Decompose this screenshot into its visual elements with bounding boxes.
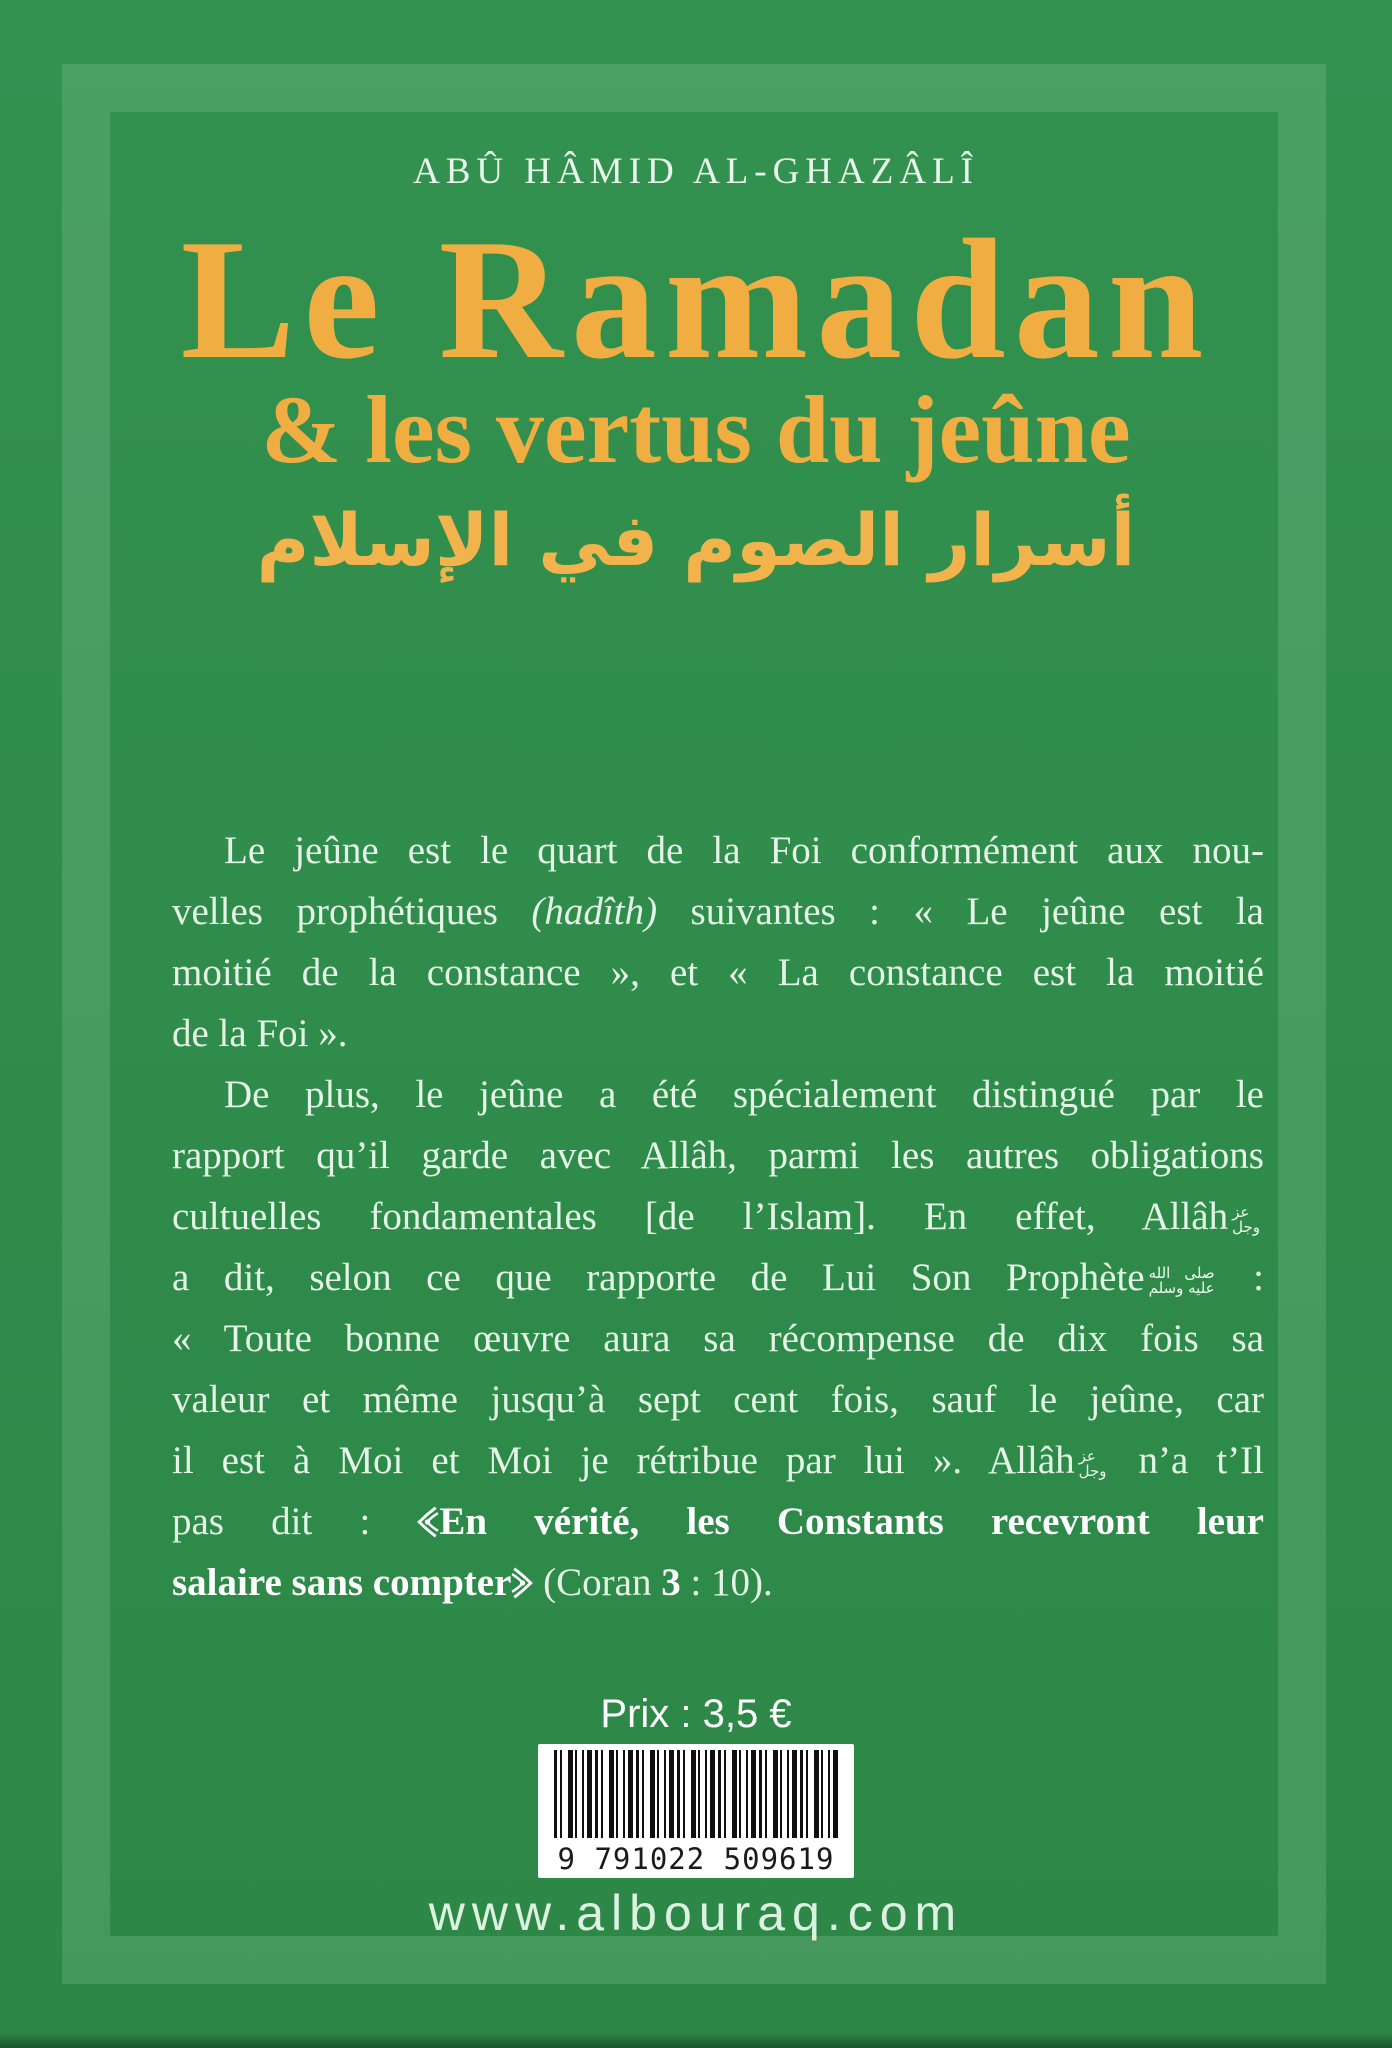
body-text: il est à Moi et Moi je rétribue par lui ». Allâh — [172, 1439, 1075, 1482]
body-text: n’a t’Il — [1110, 1439, 1264, 1482]
price-label: Prix : 3,5 € — [600, 1692, 792, 1736]
body-text: suivantes : « Le jeûne est la — [657, 890, 1264, 933]
book-title: Le Ramadan — [180, 205, 1212, 395]
body-line: rapport qu’il garde avec Allâh, parmi les autres obligations — [172, 1134, 1264, 1177]
body-text: pas dit : — [172, 1500, 418, 1543]
body-line: Le jeûne est le quart de la Foi conformément aux nou- — [224, 829, 1264, 872]
body-text: : 10). — [680, 1561, 773, 1604]
book-subtitle: & les vertus du jeûne — [261, 376, 1131, 483]
body-line: moitié de la constance », et « La constance est la moitié — [172, 951, 1264, 994]
honorific-azza-wajal — [1079, 1449, 1107, 1479]
body-line: de la Foi ». — [172, 1012, 348, 1055]
body-line — [172, 1186, 1264, 1247]
body-line: valeur et même jusqu’à sept cent fois, sauf le jeûne, car — [172, 1378, 1264, 1421]
body-line: « Toute bonne œuvre aura sa récompense de dix fois sa — [172, 1317, 1264, 1360]
author-name: ABÛ HÂMID AL-GHAZÂLÎ — [412, 151, 979, 192]
honorific-row: عز — [1078, 1447, 1096, 1466]
honorific-row: وجل — [1232, 1218, 1260, 1237]
honorific-row: عليه وسلم — [1148, 1279, 1215, 1298]
website-url: www.albouraq.com — [428, 1885, 964, 1941]
surah-number: 3 — [661, 1561, 681, 1604]
ornate-close-quote-icon — [511, 1566, 533, 1600]
honorific-azza-wajal — [1232, 1205, 1260, 1235]
back-cover-text — [172, 820, 1264, 1613]
quran-quote-text: En vérité, les Constants recevront leur — [439, 1500, 1264, 1543]
body-text: velles prophétiques — [172, 890, 532, 933]
quran-quote-text: salaire sans compter — [172, 1561, 512, 1604]
body-text: : — [1218, 1256, 1264, 1299]
honorific-row: عز — [1232, 1203, 1250, 1222]
body-line — [172, 1247, 1264, 1308]
barcode — [538, 1744, 854, 1878]
body-line — [172, 1552, 1264, 1613]
body-line — [172, 881, 1264, 942]
ornate-open-quote-icon — [417, 1505, 439, 1539]
body-text: (Coran — [533, 1561, 662, 1604]
body-line — [172, 1491, 1264, 1552]
body-line: De plus, le jeûne a été spécialement distingué par le — [224, 1073, 1264, 1116]
body-line — [172, 1430, 1264, 1491]
barcode-digits: 9 791022 509619 — [557, 1842, 835, 1876]
honorific-saws — [1149, 1266, 1215, 1296]
body-text: a dit, selon ce que rapporte de Lui Son Prophète — [172, 1256, 1145, 1299]
body-text: cultuelles fondamentales [de l’Islam]. En effet, Allâh — [172, 1195, 1229, 1238]
barcode-bars — [554, 1750, 838, 1838]
book-title-arabic: أسرار الصوم في الإسلام — [256, 498, 1136, 582]
hadith-italic: (hadîth) — [531, 890, 658, 933]
honorific-row: وجل — [1078, 1462, 1107, 1481]
cover-bottom-edge-shadow — [0, 2032, 1392, 2048]
honorific-row: صلى الله — [1148, 1264, 1215, 1283]
